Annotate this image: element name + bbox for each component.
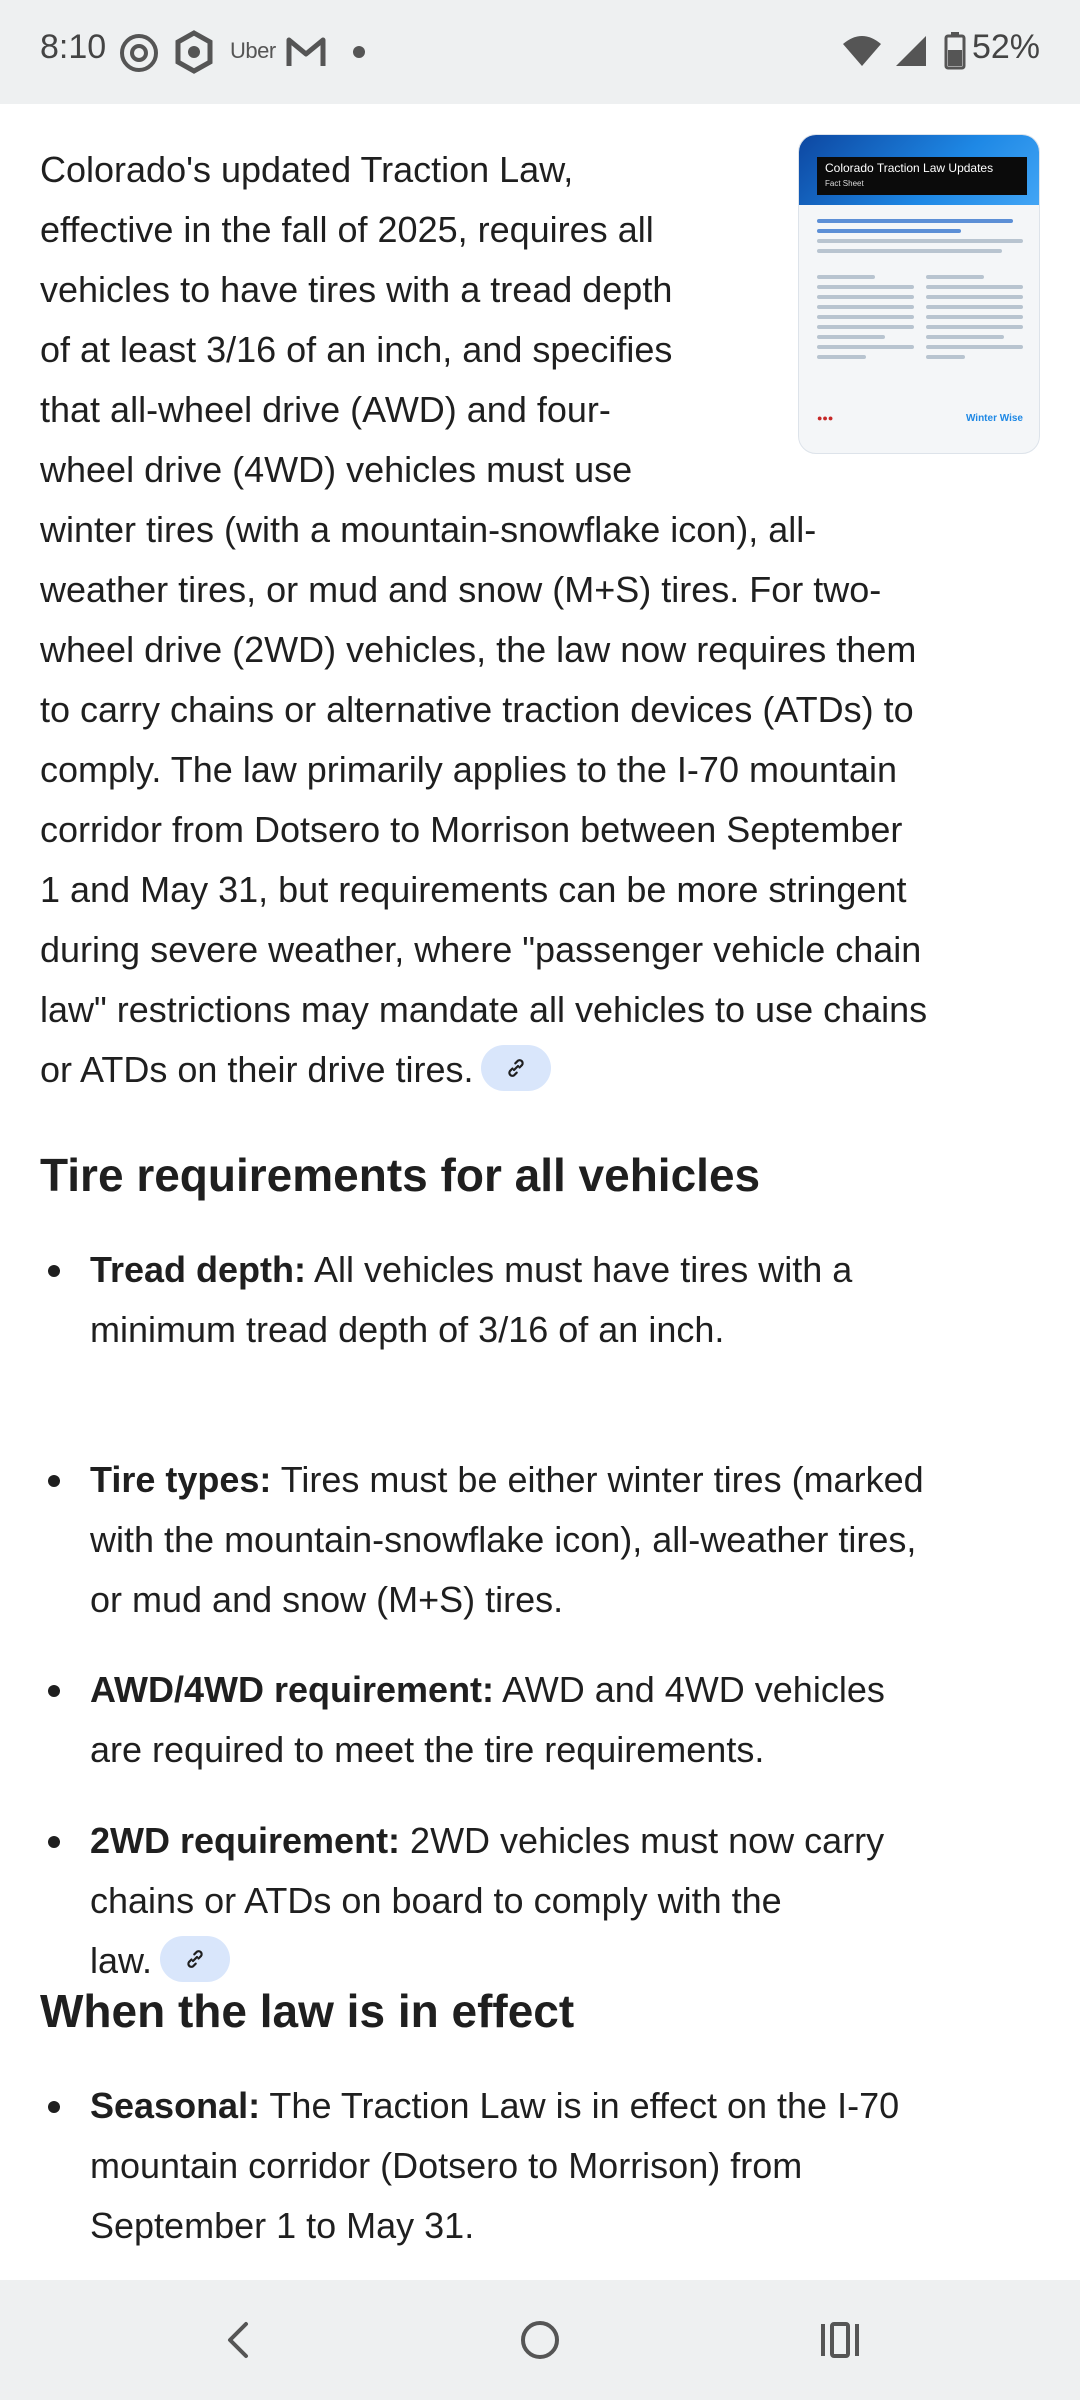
text-line: law" restrictions may mandate all vehicles to use chains — [40, 989, 928, 1030]
cdot-logo: ●●● — [817, 413, 834, 423]
thumbnail-title: Colorado Traction Law Updates — [825, 161, 994, 175]
bullet-dot — [48, 1265, 60, 1277]
text-line: during severe weather, where "passenger vehicle chain — [40, 929, 922, 970]
home-button[interactable] — [510, 2310, 570, 2370]
text-line: effective in the fall of 2025, requires all — [40, 209, 654, 250]
clock: 8:10 — [40, 28, 107, 66]
text-line: corridor from Dotsero to Morrison between September — [40, 809, 903, 850]
threads-icon — [118, 32, 160, 79]
bullet-label: Tread depth: — [90, 1249, 307, 1290]
wifi-icon — [842, 34, 882, 73]
text-line: of at least 3/16 of an inch, and specifies — [40, 329, 673, 370]
list-item — [40, 2076, 1040, 2256]
section-heading-tire-requirements: Tire requirements for all vehicles — [40, 1149, 761, 1201]
bullet-text: 2WD vehicles must now carry — [400, 1820, 885, 1861]
list-item — [40, 1450, 1040, 1630]
bullet-text: chains or ATDs on board to comply with the — [90, 1880, 782, 1921]
back-button[interactable] — [210, 2310, 270, 2370]
source-link-chip[interactable] — [481, 1045, 551, 1091]
bullet-text: are required to meet the tire requirements. — [90, 1729, 765, 1770]
bullet-text: law. — [90, 1940, 153, 1981]
section-heading-when-in-effect: When the law is in effect — [40, 1985, 575, 2037]
recents-button[interactable] — [810, 2310, 870, 2370]
bullet-text: or mud and snow (M+S) tires. — [90, 1579, 564, 1620]
bullet-text: AWD and 4WD vehicles — [494, 1669, 885, 1710]
list-item — [40, 1240, 1040, 1360]
recents-icon — [810, 2310, 870, 2370]
bullet-text: mountain corridor (Dotsero to Morrison) from — [90, 2145, 803, 2186]
text-line: or ATDs on their drive tires. — [40, 1049, 474, 1090]
gmail-icon — [286, 36, 326, 73]
bullet-text: September 1 to May 31. — [90, 2205, 475, 2246]
battery-icon — [944, 32, 966, 75]
bullet-dot — [48, 1685, 60, 1697]
list-item — [40, 1660, 1040, 1780]
source-link-chip[interactable] — [160, 1936, 230, 1982]
intro-paragraph — [40, 140, 1040, 1100]
bullet-text: minimum tread depth of 3/16 of an inch. — [90, 1309, 725, 1350]
battery-percent: 52% — [971, 28, 1040, 66]
text-line: vehicles to have tires with a tread depth — [40, 269, 673, 310]
bullet-label: AWD/4WD requirement: — [90, 1669, 495, 1710]
home-circle-icon — [510, 2310, 570, 2370]
uber-icon: Uber — [230, 38, 276, 63]
bullet-label: Tire types: — [90, 1459, 272, 1500]
bullet-label: 2WD requirement: — [90, 1820, 401, 1861]
notification-dot — [353, 46, 365, 58]
text-line: Colorado's updated Traction Law, — [40, 149, 574, 190]
bullet-label: Seasonal: — [90, 2085, 261, 2126]
system-nav-bar — [0, 2280, 1080, 2400]
bullet-text: All vehicles must have tires with a — [306, 1249, 853, 1290]
text-line: weather tires, or mud and snow (M+S) tires. For two- — [40, 569, 882, 610]
bullet-text: with the mountain-snowflake icon), all-weather tires, — [90, 1519, 917, 1560]
thumbnail-subtitle: Fact Sheet — [825, 179, 864, 188]
list-item — [40, 1811, 1040, 1991]
status-bar — [0, 0, 1080, 104]
text-line: wheel drive (4WD) vehicles must use — [40, 449, 633, 490]
chevron-left-icon — [210, 2310, 270, 2370]
winter-wise-logo: Winter Wise — [965, 412, 1023, 424]
bullet-text: The Traction Law is in effect on the I-70 — [260, 2085, 900, 2126]
cellular-icon — [894, 34, 928, 73]
answer-content — [40, 104, 1040, 2280]
text-line: that all-wheel drive (AWD) and four- — [40, 389, 611, 430]
link-icon — [504, 1056, 528, 1080]
text-line: to carry chains or alternative traction devices (ATDs) to — [40, 689, 914, 730]
bullet-dot — [48, 2101, 60, 2113]
link-icon — [183, 1947, 207, 1971]
bullet-dot — [48, 1836, 60, 1848]
text-line: winter tires (with a mountain-snowflake icon), all- — [40, 509, 817, 550]
text-line: comply. The law primarily applies to the I-70 mountain — [40, 749, 898, 790]
bullet-text: Tires must be either winter tires (marked — [271, 1459, 924, 1500]
text-line-last — [40, 1040, 1040, 1100]
chatgpt-icon — [172, 30, 216, 79]
text-line: 1 and May 31, but requirements can be more stringent — [40, 869, 907, 910]
bullet-dot — [48, 1475, 60, 1487]
text-line: wheel drive (2WD) vehicles, the law now requires them — [40, 629, 917, 670]
